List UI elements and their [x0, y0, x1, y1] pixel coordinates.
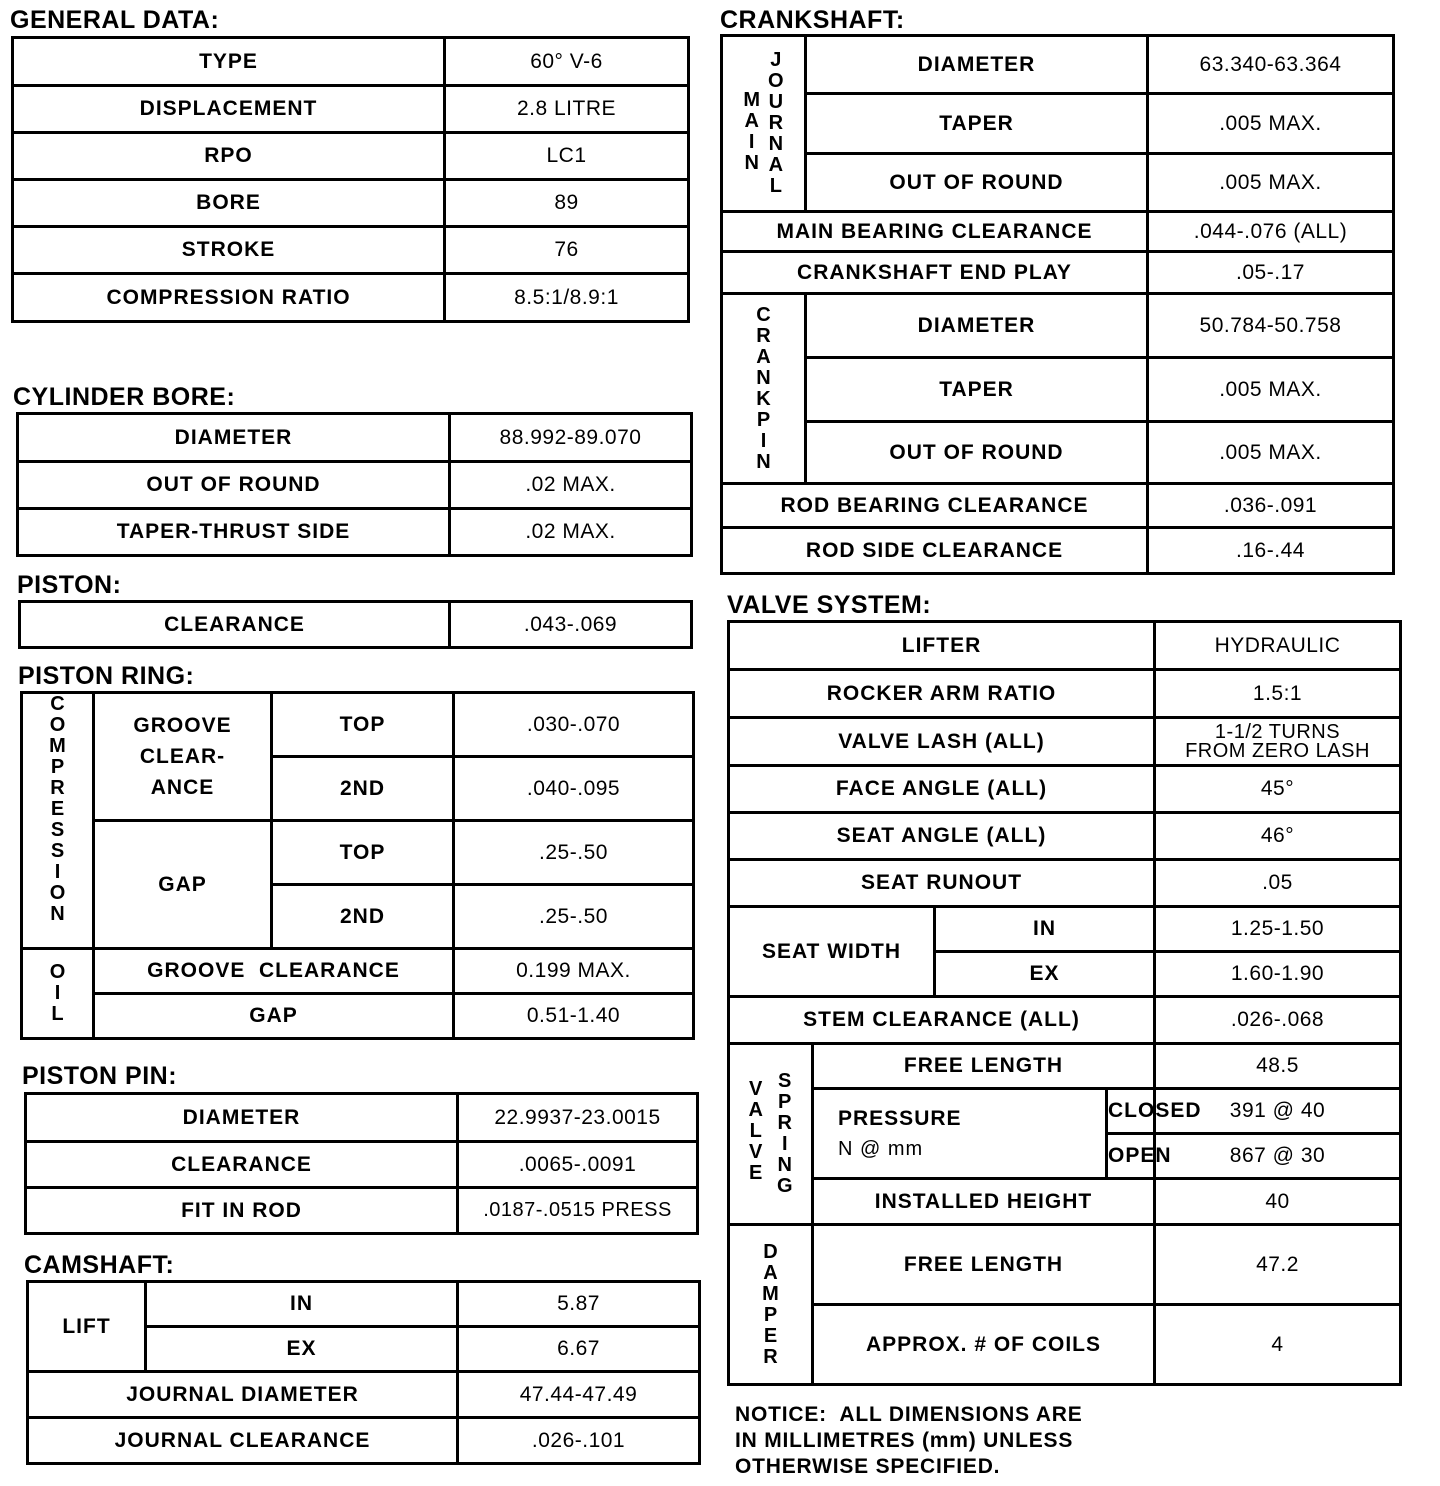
face-angle-value: 45° — [1155, 766, 1401, 813]
pin-journal-diameter-value: 50.784-50.758 — [1148, 294, 1394, 358]
seat-angle-value: 46° — [1155, 813, 1401, 860]
main-diameter-label: DIAMETER — [806, 36, 1148, 94]
pin-clearance-label: CLEARANCE — [26, 1142, 458, 1188]
bore-label: BORE — [13, 180, 445, 227]
gap-top-label: TOP — [272, 821, 454, 885]
rpo-value: LC1 — [445, 133, 689, 180]
damper-coils-value: 4 — [1155, 1305, 1401, 1385]
spring-closed-value: 391 @ 40 — [1155, 1089, 1401, 1134]
pin-fit-value: .0187-.0515 PRESS — [458, 1188, 698, 1234]
main-bearing-clearance-label: MAIN BEARING CLEARANCE — [722, 212, 1148, 252]
journal-clearance-value: .026-.101 — [458, 1418, 700, 1464]
valve-system-heading: VALVE SYSTEM: — [727, 591, 932, 619]
end-play-label: CRANKSHAFT END PLAY — [722, 252, 1148, 294]
main-journal-vertical-label: M A I N J O U R N A L — [722, 36, 806, 212]
notice-line-2: IN MILLIMETRES (mm) UNLESS — [735, 1429, 1074, 1452]
seat-runout-value: .05 — [1155, 860, 1401, 907]
oil-vertical-label: O I L — [22, 949, 94, 1039]
pin-journal-out-of-round-label: OUT OF ROUND — [806, 422, 1148, 484]
type-label: TYPE — [13, 38, 445, 86]
compression-ratio-value: 8.5:1/8.9:1 — [445, 274, 689, 322]
spring-open-value: 867 @ 30 — [1155, 1134, 1401, 1179]
piston-clearance-value: .043-.069 — [450, 602, 692, 648]
general-data-heading: GENERAL DATA: — [10, 6, 220, 34]
cam-ex-label: EX — [146, 1327, 458, 1372]
face-angle-label: FACE ANGLE (ALL) — [729, 766, 1155, 813]
type-value: 60° V-6 — [445, 38, 689, 86]
groove-2nd-value: .040-.095 — [454, 757, 694, 821]
main-out-of-round-value: .005 MAX. — [1148, 154, 1394, 212]
stem-clearance-value: .026-.068 — [1155, 997, 1401, 1044]
gap-top-value: .25-.50 — [454, 821, 694, 885]
main-bearing-clearance-value: .044-.076 (ALL) — [1148, 212, 1394, 252]
damper-coils-label: APPROX. # OF COILS — [813, 1305, 1155, 1385]
journal-diameter-value: 47.44-47.49 — [458, 1372, 700, 1418]
cylinder-bore-heading: CYLINDER BORE: — [13, 383, 236, 411]
units-notice — [735, 1402, 1083, 1480]
bore-diameter-value: 88.992-89.070 — [450, 414, 692, 462]
pin-journal-out-of-round-value: .005 MAX. — [1148, 422, 1394, 484]
pin-diameter-label: DIAMETER — [26, 1094, 458, 1142]
bore-value: 89 — [445, 180, 689, 227]
stem-clearance-label: STEM CLEARANCE (ALL) — [729, 997, 1155, 1044]
damper-free-length-label: FREE LENGTH — [813, 1225, 1155, 1305]
displacement-label: DISPLACEMENT — [13, 86, 445, 133]
seat-width-ex-value: 1.60-1.90 — [1155, 952, 1401, 997]
bore-taper-value: .02 MAX. — [450, 509, 692, 556]
compression-vertical-label: C O M P R E S S I O N — [22, 693, 94, 949]
groove-top-value: .030-.070 — [454, 693, 694, 757]
valve-lash-value: 1-1/2 TURNS FROM ZERO LASH — [1155, 718, 1401, 766]
pin-fit-label: FIT IN ROD — [26, 1188, 458, 1234]
compression-ratio-label: COMPRESSION RATIO — [13, 274, 445, 322]
damper-free-length-value: 47.2 — [1155, 1225, 1401, 1305]
spring-free-length-label: FREE LENGTH — [813, 1044, 1155, 1089]
piston-ring-heading: PISTON RING: — [18, 662, 195, 690]
oil-groove-clearance-value: 0.199 MAX. — [454, 949, 694, 994]
lifter-value: HYDRAULIC — [1155, 622, 1401, 670]
pin-journal-taper-value: .005 MAX. — [1148, 358, 1394, 422]
piston-ring-table — [20, 691, 695, 1040]
camshaft-heading: CAMSHAFT: — [24, 1251, 175, 1279]
spring-closed-label: CLOSED — [1107, 1089, 1155, 1134]
end-play-value: .05-.17 — [1148, 252, 1394, 294]
seat-width-label: SEAT WIDTH — [729, 907, 935, 997]
rod-side-clearance-value: .16-.44 — [1148, 528, 1394, 574]
cam-in-value: 5.87 — [458, 1282, 700, 1327]
valve-spring-vertical-label: V A L V E S P R I N G — [729, 1044, 813, 1225]
pin-journal-taper-label: TAPER — [806, 358, 1148, 422]
journal-clearance-label: JOURNAL CLEARANCE — [28, 1418, 458, 1464]
groove-top-label: TOP — [272, 693, 454, 757]
main-taper-value: .005 MAX. — [1148, 94, 1394, 154]
pin-journal-diameter-label: DIAMETER — [806, 294, 1148, 358]
gap-2nd-value: .25-.50 — [454, 885, 694, 949]
seat-runout-label: SEAT RUNOUT — [729, 860, 1155, 907]
groove-2nd-label: 2ND — [272, 757, 454, 821]
valve-system-table — [727, 620, 1402, 1386]
crankshaft-heading: CRANKSHAFT: — [720, 6, 905, 34]
lifter-label: LIFTER — [729, 622, 1155, 670]
gap-2nd-label: 2ND — [272, 885, 454, 949]
journal-diameter-label: JOURNAL DIAMETER — [28, 1372, 458, 1418]
rod-bearing-clearance-label: ROD BEARING CLEARANCE — [722, 484, 1148, 528]
lift-label: LIFT — [28, 1282, 146, 1372]
piston-pin-heading: PISTON PIN: — [22, 1062, 178, 1090]
seat-width-ex-label: EX — [935, 952, 1155, 997]
piston-table — [18, 600, 693, 649]
displacement-value: 2.8 LITRE — [445, 86, 689, 133]
piston-heading: PISTON: — [17, 571, 122, 599]
installed-height-value: 40 — [1155, 1179, 1401, 1225]
installed-height-label: INSTALLED HEIGHT — [813, 1179, 1155, 1225]
camshaft-table — [26, 1280, 701, 1465]
pin-clearance-value: .0065-.0091 — [458, 1142, 698, 1188]
main-taper-label: TAPER — [806, 94, 1148, 154]
rod-bearing-clearance-value: .036-.091 — [1148, 484, 1394, 528]
stroke-value: 76 — [445, 227, 689, 274]
spring-pressure-label: PRESSURE N @ mm — [813, 1089, 1107, 1179]
main-diameter-value: 63.340-63.364 — [1148, 36, 1394, 94]
oil-gap-value: 0.51-1.40 — [454, 994, 694, 1039]
cam-in-label: IN — [146, 1282, 458, 1327]
stroke-label: STROKE — [13, 227, 445, 274]
piston-clearance-label: CLEARANCE — [20, 602, 450, 648]
notice-line-3: OTHERWISE SPECIFIED. — [735, 1455, 1001, 1478]
oil-groove-clearance-label: GROOVE CLEARANCE — [94, 949, 454, 994]
crankshaft-table — [720, 34, 1395, 575]
seat-width-in-value: 1.25-1.50 — [1155, 907, 1401, 952]
notice-line-1: NOTICE: ALL DIMENSIONS ARE — [735, 1403, 1083, 1426]
piston-pin-table — [24, 1092, 699, 1235]
valve-lash-label: VALVE LASH (ALL) — [729, 718, 1155, 766]
seat-angle-label: SEAT ANGLE (ALL) — [729, 813, 1155, 860]
cylinder-bore-table — [16, 412, 693, 557]
general-data-table — [11, 36, 690, 323]
spring-free-length-value: 48.5 — [1155, 1044, 1401, 1089]
rocker-arm-ratio-label: ROCKER ARM RATIO — [729, 670, 1155, 718]
rod-side-clearance-label: ROD SIDE CLEARANCE — [722, 528, 1148, 574]
pin-diameter-value: 22.9937-23.0015 — [458, 1094, 698, 1142]
seat-width-in-label: IN — [935, 907, 1155, 952]
damper-vertical-label: D A M P E R — [729, 1225, 813, 1385]
oil-gap-label: GAP — [94, 994, 454, 1039]
crankpin-vertical-label: C R A N K P I N — [722, 294, 806, 484]
bore-taper-label: TAPER-THRUST SIDE — [18, 509, 450, 556]
bore-diameter-label: DIAMETER — [18, 414, 450, 462]
groove-clearance-label: GROOVE CLEAR- ANCE — [94, 693, 272, 821]
rocker-arm-ratio-value: 1.5:1 — [1155, 670, 1401, 718]
ring-gap-label: GAP — [94, 821, 272, 949]
bore-out-of-round-label: OUT OF ROUND — [18, 462, 450, 509]
main-out-of-round-label: OUT OF ROUND — [806, 154, 1148, 212]
cam-ex-value: 6.67 — [458, 1327, 700, 1372]
bore-out-of-round-value: .02 MAX. — [450, 462, 692, 509]
spring-open-label: OPEN — [1107, 1134, 1155, 1179]
rpo-label: RPO — [13, 133, 445, 180]
